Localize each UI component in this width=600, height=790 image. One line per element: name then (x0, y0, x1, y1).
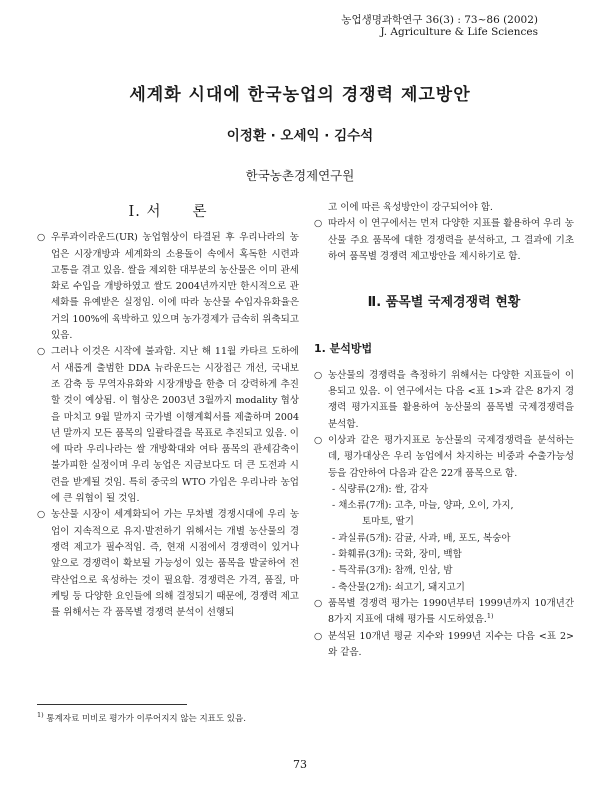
paragraph-bullet: ○ (314, 597, 323, 609)
body-paragraph (314, 629, 574, 662)
continued-paragraph-text: 고 이에 따른 육성방안이 강구되어야 함. (328, 202, 493, 213)
list-item: - 특작류(3개): 참깨, 인삼, 밤 (332, 565, 453, 577)
list-item: - 화훼류(3개): 국화, 장미, 백합 (332, 549, 462, 561)
paragraph-text: 분석된 10개년 평균 지수와 1999년 지수는 다음 <표 2>와 같음. (328, 630, 574, 658)
body-paragraph (314, 216, 574, 265)
paper-title: 세계화 시대에 한국농업의 경쟁력 제고방안 (129, 85, 471, 105)
author-affiliation: 한국농촌경제연구원 (245, 168, 355, 183)
right-column (314, 200, 574, 661)
list-item-continuation: 토마토, 딸기 (362, 516, 414, 528)
body-paragraph (37, 507, 299, 621)
paragraph-text: 이상과 같은 평가지표로 농산물의 국제경쟁력을 분석하는데, 평가대상은 우리 농업에서 차지하는 비중과 수출가능성 등을 감안하여 다음과 같은 22개 품목으로 함. (328, 434, 574, 479)
footnote-reference[interactable]: 1) (486, 612, 494, 621)
list-item: - 축산물(2개): 쇠고기, 돼지고기 (332, 581, 465, 593)
footnote-text: 통계자료 미비로 평가가 이루어지지 않는 지표도 있음. (46, 714, 246, 724)
paragraph-text: 따라서 이 연구에서는 먼저 다양한 지표를 활용하여 우리 농산물 주요 품목에 대한 경쟁력을 분석하고, 그 결과에 기초하여 품목별 경쟁력 제고방안을 제시하기로 함. (328, 218, 574, 262)
paragraph-text: 농산물의 경쟁력을 측정하기 위해서는 다양한 지표들이 이용되고 있음. 이 연구에서는 다음 <표 1>과 같은 8가지 경쟁력 평가지표를 활용하여 농산물의 품목별 국제경쟁력을 분석함. (328, 369, 574, 430)
footnote-marker: 1) (37, 711, 44, 720)
body-paragraph (314, 433, 574, 482)
paragraph-bullet: ○ (314, 218, 323, 230)
page-number: 73 (293, 758, 307, 771)
paper-authors: 이정환 · 오세익 · 김수석 (226, 128, 374, 144)
paragraph-bullet: ○ (314, 434, 323, 446)
footnote (37, 712, 246, 724)
journal-citation (341, 14, 538, 38)
paragraph-bullet: ○ (37, 509, 46, 521)
body-paragraph (37, 230, 299, 344)
paragraph-bullet: ○ (314, 630, 323, 642)
list-item: - 식량류(2개): 쌀, 감자 (332, 483, 429, 495)
paragraph-bullet: ○ (37, 346, 46, 358)
paragraph-text: 우루과이라운드(UR) 농업협상이 타결된 후 우리나라의 농업은 시장개방과 세계화의 소용돌이 속에서 혹독한 시련과 고통을 겪고 있음. 쌀을 제외한 대부분의 농산물은 이미 관세화로 수입을 개방하였고 쌀도 2004년까지만 한시적으로 관세화를 유예받은 실정임. 이에 따라 농산물 수입자유화율은 거의 100%에 육박하고 있으며 농가경제가 급속히 위축되고 있음. (51, 232, 299, 342)
body-paragraph (37, 344, 299, 507)
paragraph-bullet: ○ (314, 369, 323, 381)
paragraph-text: 농산물 시장이 세계화되어 가는 무차별 경쟁시대에 우리 농업이 지속적으로 유지·발전하기 위해서는 개별 농산물의 경쟁력 제고가 필수적임. 즉, 현재 시점에서 경쟁력이 있거나 앞으로 경쟁력이 확보될 가능성이 있는 품목을 발굴하여 전략산업으로 육성하는 것이 필요함. 경쟁력은 가격, 품질, 마케팅 등 다양한 요인들에 의해 결정되기 때문에, 경쟁력 제고를 위해서는 각 품목별 경쟁력 분석이 선행되 (51, 509, 299, 619)
paragraph-text (328, 596, 574, 629)
journal-citation-line-1: 농업생명과학연구 36(3) : 73~86 (2002) (341, 14, 538, 26)
paragraph-text: 그러나 이것은 시작에 불과함. 지난 해 11월 카타르 도하에서 새롭게 출범한 DDA 뉴라운드는 시장접근 개선, 국내보조 감축 등 무역자유화와 시장개방을 한층 더 강력하게 추진할 것이 예상됨. 이 협상은 2003년 3월까지 modality 협상을 마치고 9월 말까지 국가별 이행계획서를 제출하며 2004년 말까지 모든 품목의 일괄타결을 목표로 추진되고 있음. 이에 따라 우리나라는 쌀 개방확대와 여타 품목의 관세감축이 불가피한 실정이며 우리 농업은 지금보다도 더 큰 도전과 시련을 받게될 것임. 특히 중국의 WTO 가입은 우리나라 농업에 큰 위협이 될 것임. (51, 346, 299, 505)
footnote-divider (37, 704, 187, 705)
section-heading-competitiveness: Ⅱ. 품목별 국제경쟁력 현황 (367, 295, 521, 311)
left-column (37, 200, 299, 621)
subsection-heading-method: 1. 분석방법 (314, 342, 373, 356)
paragraph-bullet: ○ (37, 232, 46, 244)
body-paragraph (314, 368, 574, 433)
list-item: - 채소류(7개): 고추, 마늘, 양파, 오이, 가지, (332, 500, 514, 512)
section-heading-introduction: I. 서 론 (128, 204, 208, 220)
journal-citation-line-2: J. Agriculture & Life Sciences (380, 26, 538, 38)
body-paragraph (314, 596, 574, 629)
paragraph-text-body: 품목별 경쟁력 평가는 1990년부터 1999년까지 10개년간 8가지 지표에 대해 평가를 시도하였음. (328, 597, 574, 626)
list-item: - 과실류(5개): 감귤, 사과, 배, 포도, 복숭아 (332, 532, 511, 544)
